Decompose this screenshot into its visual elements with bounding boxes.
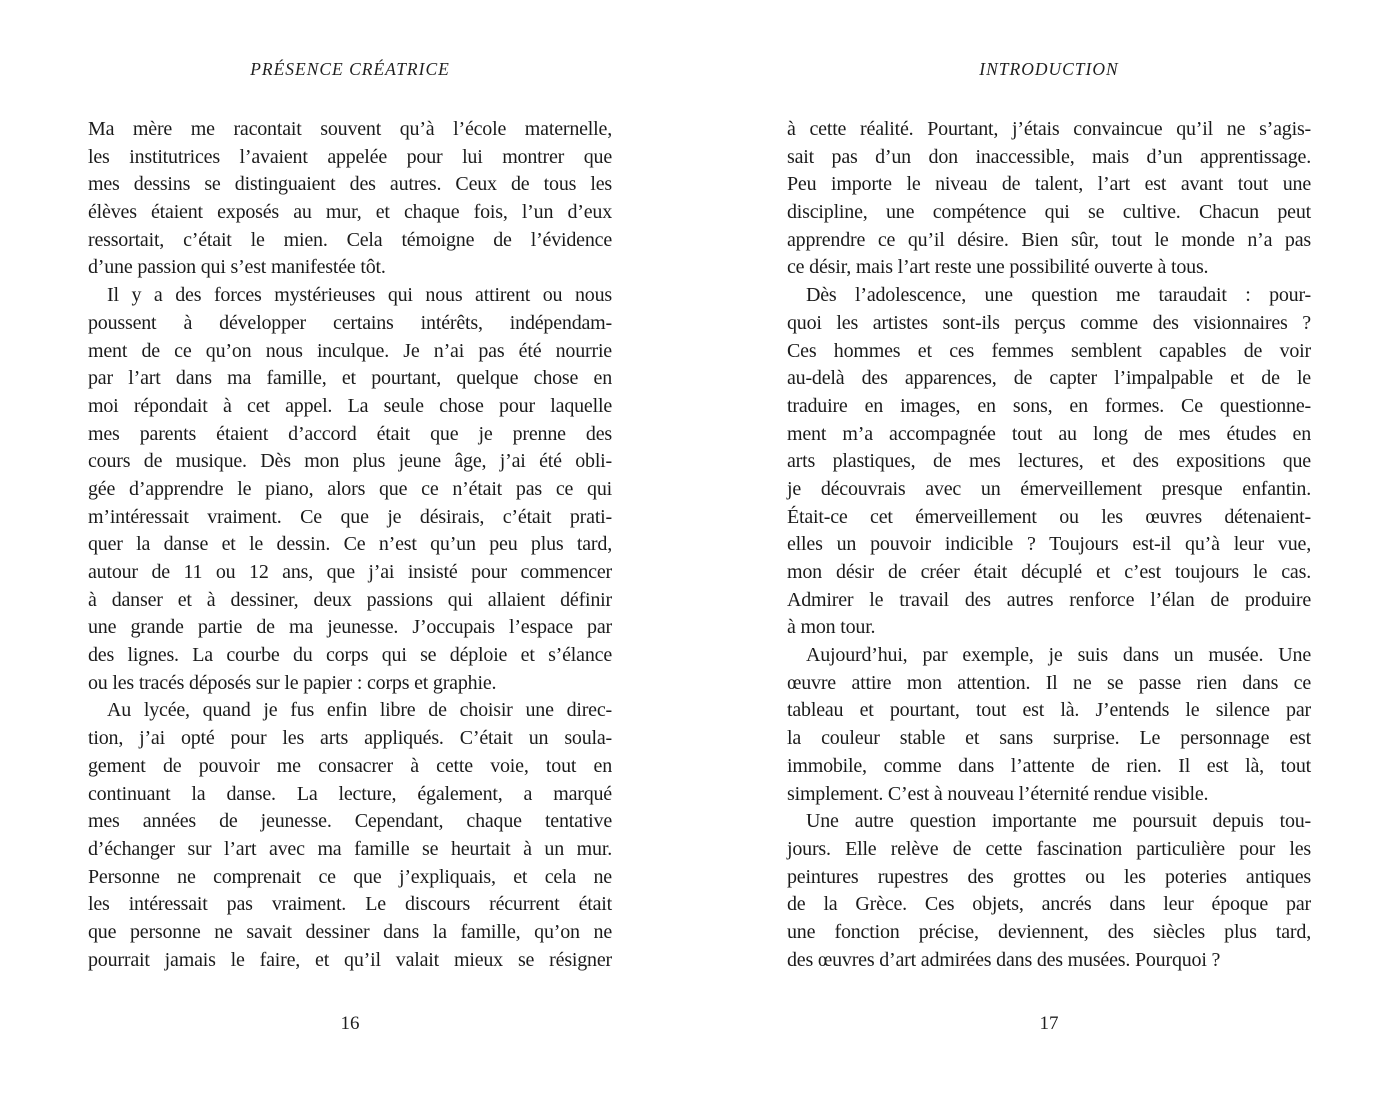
text-line: sait pas d’un don inaccessible, mais d’un apprentissage. [787, 145, 1311, 168]
running-head-right: INTRODUCTION [979, 59, 1119, 79]
text-line: cours de musique. Dès mon plus jeune âge, j’ai été obli- [88, 450, 612, 473]
text-line: apprendre ce qu’il désire. Bien sûr, tout le monde n’a pas [787, 228, 1311, 251]
text-line: autour de 11 ou 12 ans, que j’ai insisté pour commencer [88, 561, 612, 583]
text-line: mes années de jeunesse. Cependant, chaque tentative [88, 810, 612, 833]
text-line: la couleur stable et sans surprise. Le personnage est [787, 727, 1311, 750]
text-line: par l’art dans ma famille, et pourtant, quelque chose en [88, 367, 612, 390]
text-line: ce désir, mais l’art reste une possibilité ouverte à tous. [787, 256, 1209, 279]
text-line: mes parents étaient d’accord était que je prenne des [88, 422, 612, 445]
page-number-right: 17 [1039, 1013, 1059, 1034]
page-number-left: 16 [340, 1013, 360, 1034]
left-page-body [88, 116, 612, 974]
text-line: Au lycée, quand je fus enfin libre de choisir une direc- [107, 699, 612, 722]
text-line: Ma mère me racontait souvent qu’à l’école maternelle, [88, 118, 612, 140]
text-line: Était-ce cet émerveillement ou les œuvres détenaient- [787, 505, 1311, 528]
text-line: discipline, une compétence qui se cultive. Chacun peut [787, 201, 1311, 224]
text-line: des lignes. La courbe du corps qui se déploie et s’élance [88, 644, 612, 667]
text-line: mes dessins se distinguaient des autres. Ceux de tous les [88, 173, 612, 196]
text-line: moi répondait à cet appel. La seule chose pour laquelle [88, 394, 612, 417]
text-line: immobile, comme dans l’attente de rien. Il est là, tout [787, 754, 1311, 777]
text-line: m’intéressait vraiment. Ce que je désirais, c’était prati- [88, 505, 612, 528]
text-line: élèves étaient exposés au mur, et chaque fois, l’un d’eux [88, 201, 612, 224]
text-line: ment m’a accompagnée tout au long de mes études en [787, 422, 1311, 445]
text-line: continuant la danse. La lecture, également, a marqué [88, 782, 612, 805]
text-line: elles un pouvoir indicible ? Toujours est-il qu’à leur vue, [787, 533, 1311, 556]
text-line: Il y a des forces mystérieuses qui nous attirent ou nous [107, 284, 612, 307]
right-page [787, 0, 1311, 1115]
text-line: arts plastiques, de mes lectures, et des expositions que [787, 450, 1311, 473]
text-line: Personne ne comprenait ce que j’expliquais, et cela ne [88, 865, 612, 888]
text-line: Ces hommes et ces femmes semblent capables de voir [787, 339, 1311, 362]
text-line: jours. Elle relève de cette fascination particulière pour les [787, 837, 1311, 860]
text-line: mon désir de créer était décuplé et c’est toujours le cas. [787, 561, 1311, 583]
running-head-left: PRÉSENCE CRÉATRICE [250, 59, 450, 79]
left-page [88, 0, 612, 1115]
text-line: des œuvres d’art admirées dans des musées. Pourquoi ? [787, 948, 1221, 971]
text-line: pourrait jamais le faire, et qu’il valait mieux se résigner [88, 948, 612, 971]
text-line: ment de ce qu’on nous inculque. Je n’ai pas été nourrie [88, 339, 612, 362]
text-line: d’une passion qui s’est manifestée tôt. [88, 256, 386, 279]
text-line: Admirer le travail des autres renforce l’élan de produire [787, 588, 1311, 611]
text-line: quoi les artistes sont-ils perçus comme des visionnaires ? [787, 311, 1311, 334]
text-line: peintures rupestres des grottes ou les poteries antiques [787, 865, 1311, 888]
text-line: Aujourd’hui, par exemple, je suis dans un musée. Une [806, 644, 1311, 667]
text-line: d’échanger sur l’art avec ma famille se heurtait à un mur. [88, 837, 612, 860]
text-line: Une autre question importante me poursuit depuis tou- [806, 810, 1311, 833]
text-line: à cette réalité. Pourtant, j’étais convaincue qu’il ne s’agis- [787, 118, 1311, 140]
text-line: je découvrais avec un émerveillement presque enfantin. [787, 477, 1311, 500]
text-line: traduire en images, en sons, en formes. Ce questionne- [787, 394, 1311, 417]
text-line: gement de pouvoir me consacrer à cette voie, tout en [88, 754, 612, 777]
text-line: les intéressait pas vraiment. Le discours récurrent était [88, 893, 612, 916]
text-line: ou les tracés déposés sur le papier : corps et graphie. [88, 671, 497, 694]
text-line: au-delà des apparences, de capter l’impalpable et de le [787, 367, 1311, 390]
text-line: à mon tour. [787, 616, 876, 639]
right-page-body [787, 116, 1311, 974]
text-line: une grande partie de ma jeunesse. J’occupais l’espace par [88, 616, 612, 639]
text-line: ressortait, c’était le mien. Cela témoigne de l’évidence [88, 228, 612, 251]
text-line: gée d’apprendre le piano, alors que ce n’était pas ce qui [88, 477, 612, 500]
text-line: une fonction précise, deviennent, des siècles plus tard, [787, 920, 1311, 943]
text-line: quer la danse et le dessin. Ce n’est qu’un peu plus tard, [88, 533, 612, 556]
text-line: les institutrices l’avaient appelée pour lui montrer que [88, 145, 612, 168]
text-line: œuvre attire mon attention. Il ne se passe rien dans ce [787, 671, 1311, 694]
text-line: tion, j’ai opté pour les arts appliqués. C’était un soula- [88, 727, 612, 750]
text-line: Dès l’adolescence, une question me taraudait : pour- [806, 284, 1311, 307]
text-line: que personne ne savait dessiner dans la famille, qu’on ne [88, 920, 612, 943]
text-line: à danser et à dessiner, deux passions qui allaient définir [88, 588, 612, 611]
text-line: simplement. C’est à nouveau l’éternité rendue visible. [787, 782, 1209, 805]
text-line: de la Grèce. Ces objets, ancrés dans leur époque par [787, 893, 1311, 916]
text-line: Peu importe le niveau de talent, l’art est avant tout une [787, 173, 1311, 196]
text-line: tableau et pourtant, tout est là. J’entends le silence par [787, 699, 1311, 722]
text-line: poussent à développer certains intérêts, indépendam- [88, 311, 612, 334]
